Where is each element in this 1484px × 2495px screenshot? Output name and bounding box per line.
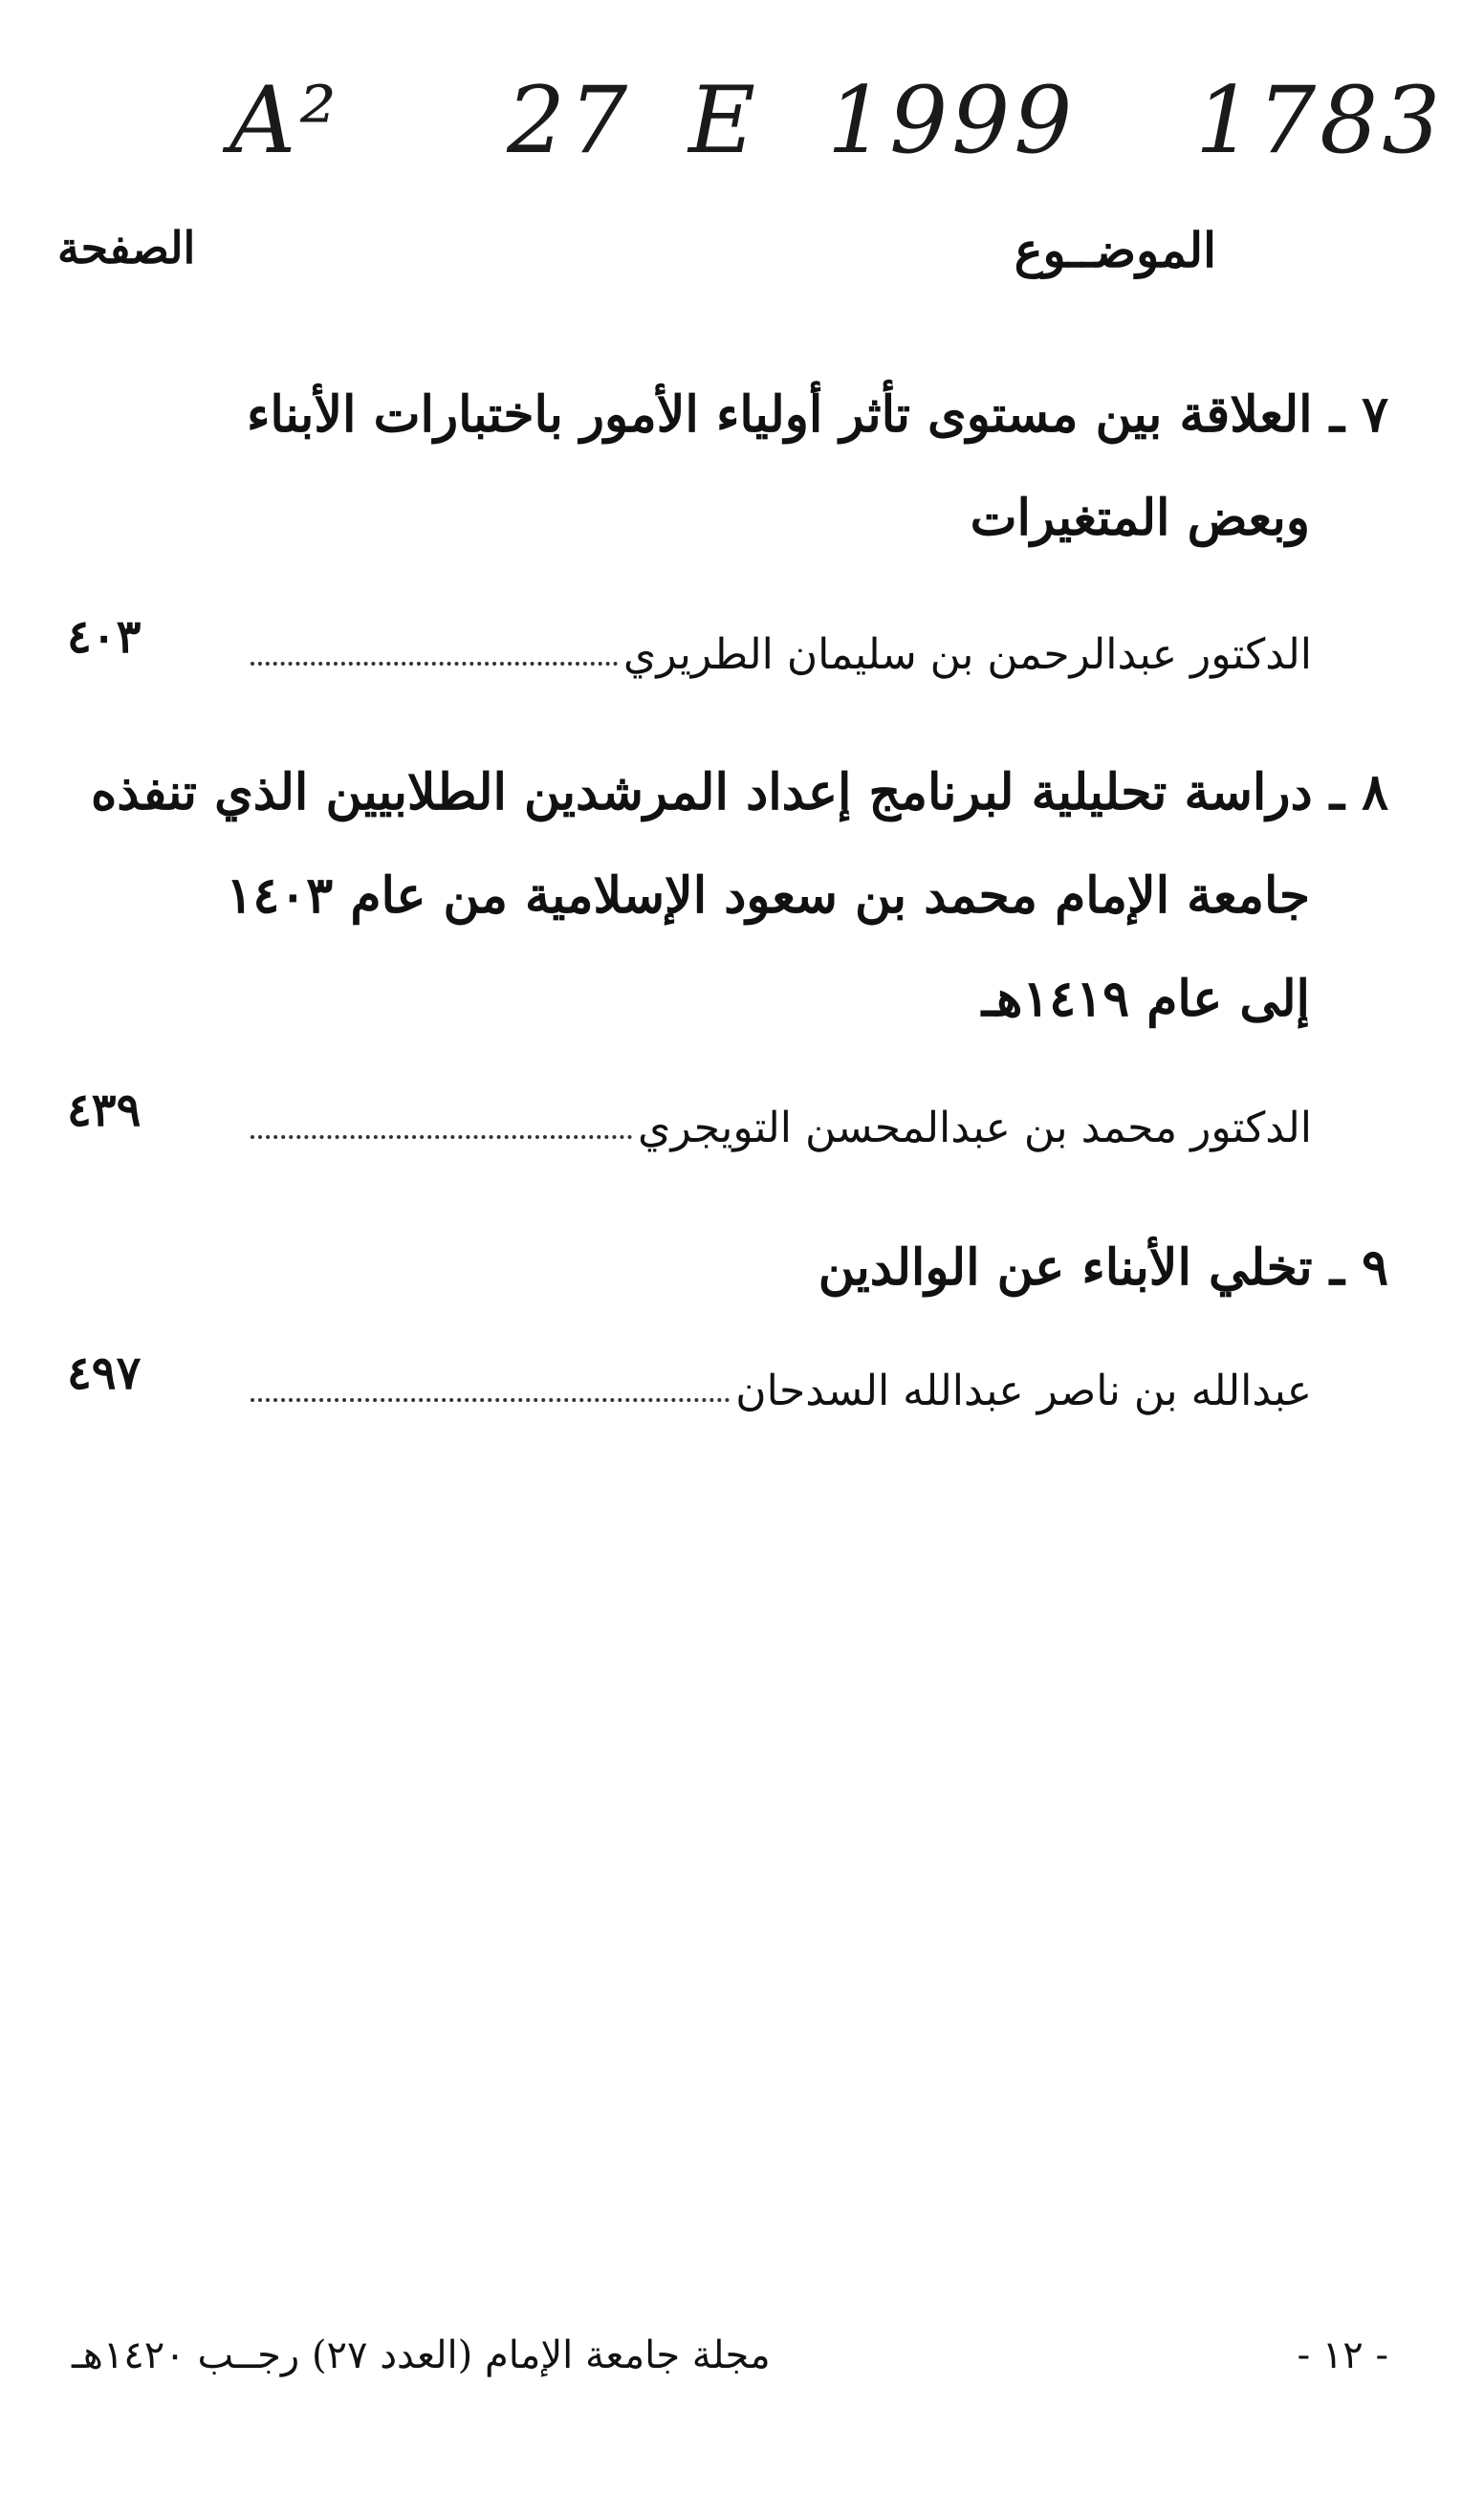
toc-entry-title (241, 1216, 1388, 1320)
handwritten-note-part: E (688, 67, 760, 174)
page-number-footer: - ١٢ - (1297, 2333, 1388, 2377)
entry-author: الدكتور محمد بن عبدالمحسن التويجري (638, 1104, 1312, 1152)
handwritten-note-part: 1999 (827, 67, 1077, 174)
entry-author: الدكتور عبدالرحمن بن سليمان الطريري (622, 630, 1312, 679)
journal-footer: مجلة جامعة الإمام (العدد ٢٧) رجــب ١٤٢٠هـ (72, 2333, 771, 2377)
dot-leader (251, 1398, 730, 1402)
toc-entry-author-row (251, 1085, 1312, 1152)
entry-page-number: ٤٠٣ (67, 610, 142, 664)
entry-author: عبدالله بن ناصر عبدالله السدحان (735, 1367, 1312, 1415)
handwritten-note-part: A² (229, 67, 340, 174)
dot-leader (251, 662, 618, 666)
entry-title-line: وبعض المتغيرات (970, 489, 1310, 547)
toc-entry-title (90, 741, 1388, 1051)
toc-entry-author-row (251, 1348, 1312, 1415)
entry-title-line: إلى عام ١٤١٩هـ (981, 970, 1310, 1028)
entry-page-number: ٤٣٩ (67, 1083, 142, 1137)
entry-page-number: ٤٩٧ (67, 1346, 142, 1400)
handwritten-note-part: 27 (507, 67, 632, 174)
handwritten-note-part: 1783 (1195, 67, 1445, 174)
toc-entry-title (241, 363, 1388, 570)
entry-title-line: ٩ ـ تخلي الأبناء عن الوالدين (818, 1238, 1388, 1297)
dot-leader (251, 1135, 632, 1139)
topic-column-header: الموضــوع (1014, 222, 1216, 278)
page-column-header: الصفحة (57, 222, 196, 274)
entry-title-line: ٧ ـ العلاقة بين مستوى تأثر أولياء الأمور باختبارات الأبناء (246, 385, 1388, 444)
toc-entry-author-row (251, 612, 1312, 679)
entry-title-line: جامعة الإمام محمد بن سعود الإسلامية من عام ١٤٠٣ (226, 866, 1310, 925)
entry-title-line: ٨ ـ دراسة تحليلية لبرنامج إعداد المرشدين الطلابيين الذي تنفذه (90, 763, 1388, 821)
